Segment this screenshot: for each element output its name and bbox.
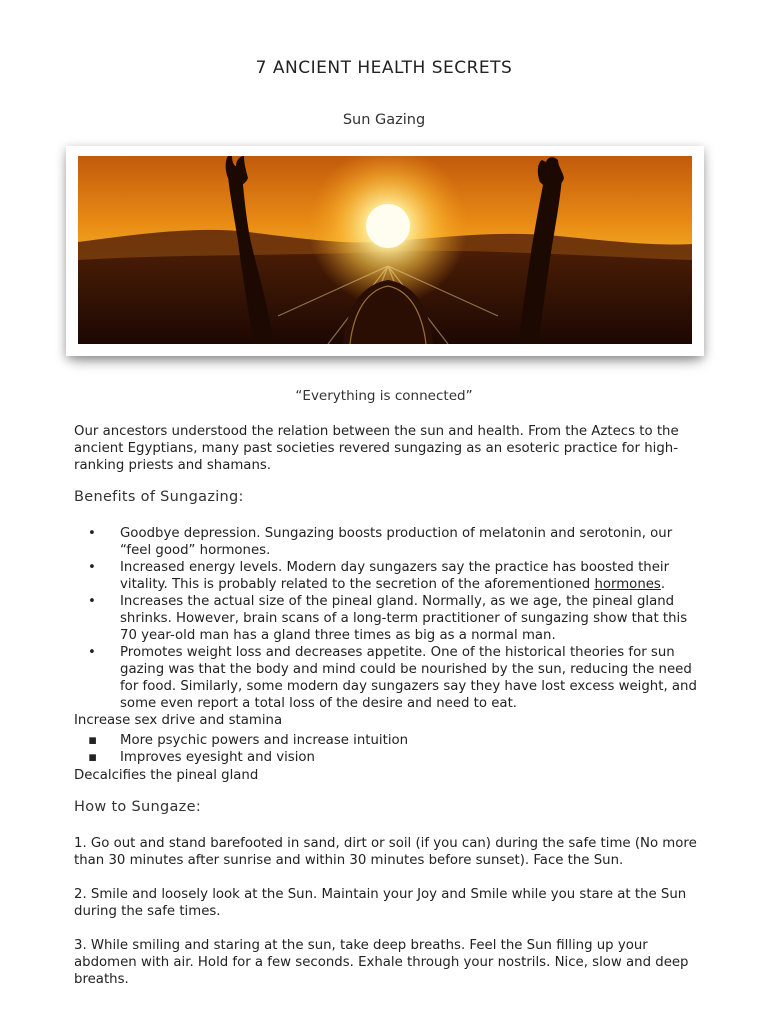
benefits-list bbox=[74, 525, 704, 712]
intro-paragraph: Our ancestors understood the relation between the sun and health. From the Aztecs to the ancient Egyptians, many past societies revered sungazing as an esoteric practice for high-ranking priests and shamans. bbox=[74, 424, 679, 473]
list-item: • Increases the actual size of the pineal gland. Normally, as we age, the pineal gland shrinks. However, brain scans of a long-term practitioner of sungazing show that this 70 year-old man has a gland three times as big as a normal man. bbox=[88, 594, 688, 643]
section-subtitle: Sun Gazing bbox=[342, 112, 426, 128]
step-paragraph: 3. While smiling and staring at the sun, take deep breaths. Feel the Sun filling up your abdomen with air. Hold for a few seconds. Exhale through your nostrils. Nice, slow and deep breaths. bbox=[74, 938, 689, 987]
square-bullet-icon: ▪ bbox=[88, 733, 98, 748]
sunset-arms-raised-photo bbox=[78, 156, 692, 344]
sunset-photo-frame bbox=[66, 146, 704, 356]
quote-text: “Everything is connected” bbox=[295, 388, 473, 404]
bullet-icon: • bbox=[88, 594, 96, 609]
bullet-icon: • bbox=[88, 526, 96, 541]
square-bullet-icon: ▪ bbox=[88, 750, 98, 765]
list-item: • Promotes weight loss and decreases appetite. One of the historical theories for sun gazing was that the body and mind could be nourished by the sun, reducing the need for food. Similarly, some modern day sungazers say they have lost excess weight, and some even report a total loss of the desire and need to eat. bbox=[88, 645, 697, 711]
extra-benefit-line: Decalcifies the pineal gland bbox=[74, 768, 259, 783]
bullet-icon: • bbox=[88, 645, 96, 660]
square-bullet-list bbox=[74, 732, 704, 766]
list-item: • Goodbye depression. Sungazing boosts production of melatonin and serotonin, our “feel good” hormones. bbox=[88, 526, 673, 558]
howto-heading: How to Sungaze: bbox=[74, 799, 201, 815]
page-title: 7 ANCIENT HEALTH SECRETS bbox=[255, 58, 513, 78]
list-item: • Increased energy levels. Modern day sungazers say the practice has boosted their vitality. This is probably related to the secretion of the aforementioned hormones. bbox=[88, 560, 670, 592]
hormones-link[interactable]: hormones bbox=[594, 577, 661, 592]
bullet-icon: • bbox=[88, 560, 96, 575]
benefits-heading: Benefits of Sungazing: bbox=[74, 489, 244, 505]
step-paragraph: 2. Smile and loosely look at the Sun. Maintain your Joy and Smile while you stare at the Sun during the safe times. bbox=[74, 887, 687, 919]
list-item: ▪ More psychic powers and increase intuition bbox=[88, 733, 409, 748]
extra-benefit-line: Increase sex drive and stamina bbox=[74, 713, 283, 728]
list-item: ▪ Improves eyesight and vision bbox=[88, 750, 315, 765]
step-paragraph: 1. Go out and stand barefooted in sand, dirt or soil (if you can) during the safe time (No more than 30 minutes after sunrise and within 30 minutes before sunset). Face the Sun. bbox=[74, 836, 697, 868]
